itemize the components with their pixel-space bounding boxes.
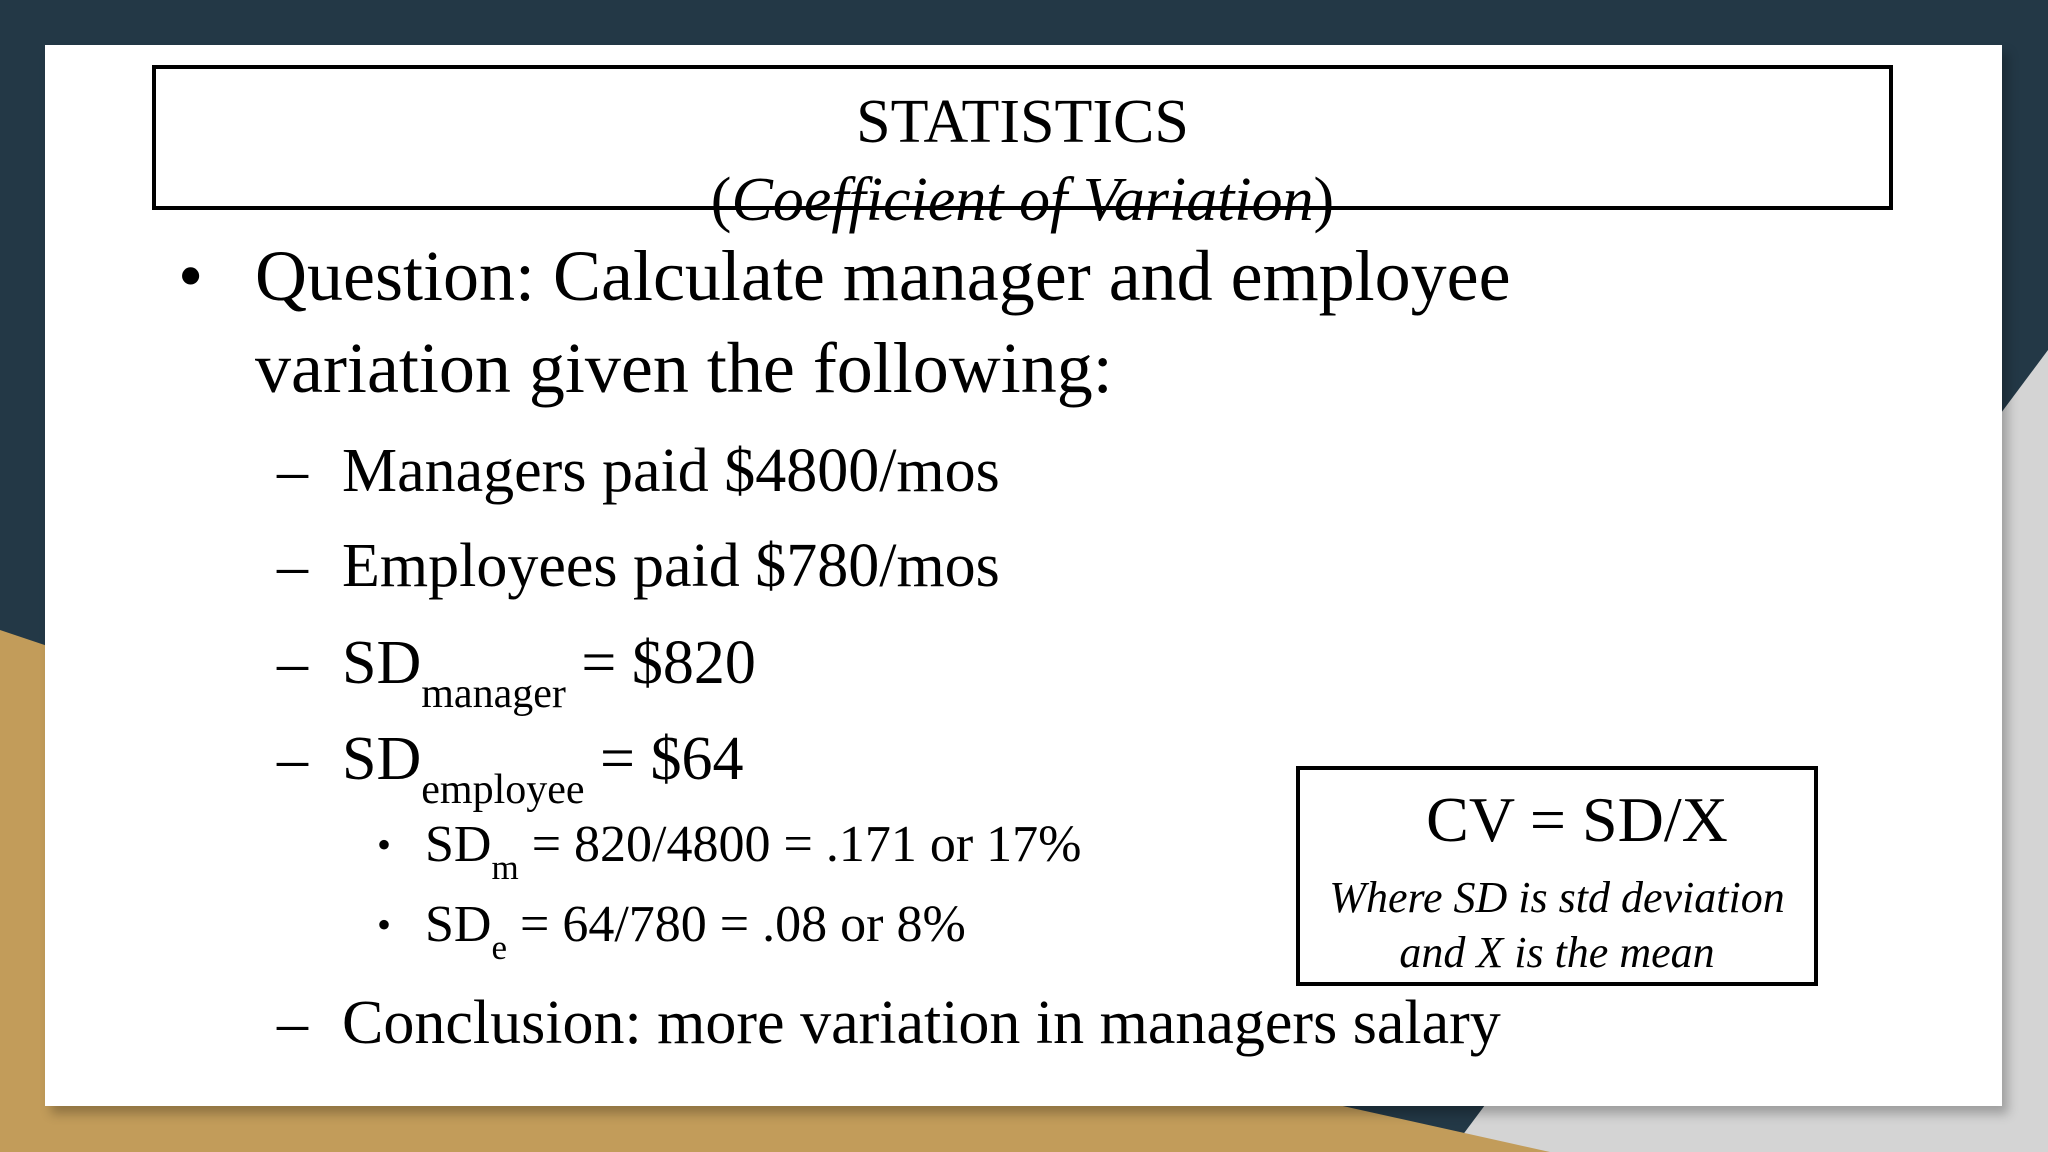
question-line-1: Question: Calculate manager and employee: [255, 236, 1511, 316]
cv-formula-box: [1296, 766, 1818, 986]
cv-formula: CV = SD/X: [1426, 784, 1728, 855]
slide-canvas: STATISTICS (Coefficient of Variation) • Question: Calculate manager and employee variation given the following: – Managers paid $4800/mos – Employees paid $780/mos – $SD_{manager}$ = $820 – $SD_{employee}$ = $64 • $SD_m = 820/4800 = .171$ or 17% • $SD_e = 64/780 = .08$ or 8% – Conclusion: more variation in managers salary CV = SD/X Where SD is std deviation and X is the mean: [45, 45, 2002, 1106]
bullet-dot: •: [178, 236, 204, 316]
page-title: STATISTICS: [856, 88, 1189, 156]
question-text: [255, 230, 1755, 414]
page-subtitle: (Coefficient of Variation): [710, 166, 1335, 234]
title-box: [152, 65, 1893, 234]
cv-note: Where SD is std deviation and X is the mean: [1329, 873, 1785, 977]
question-line-2: variation given the following:: [255, 328, 1113, 408]
